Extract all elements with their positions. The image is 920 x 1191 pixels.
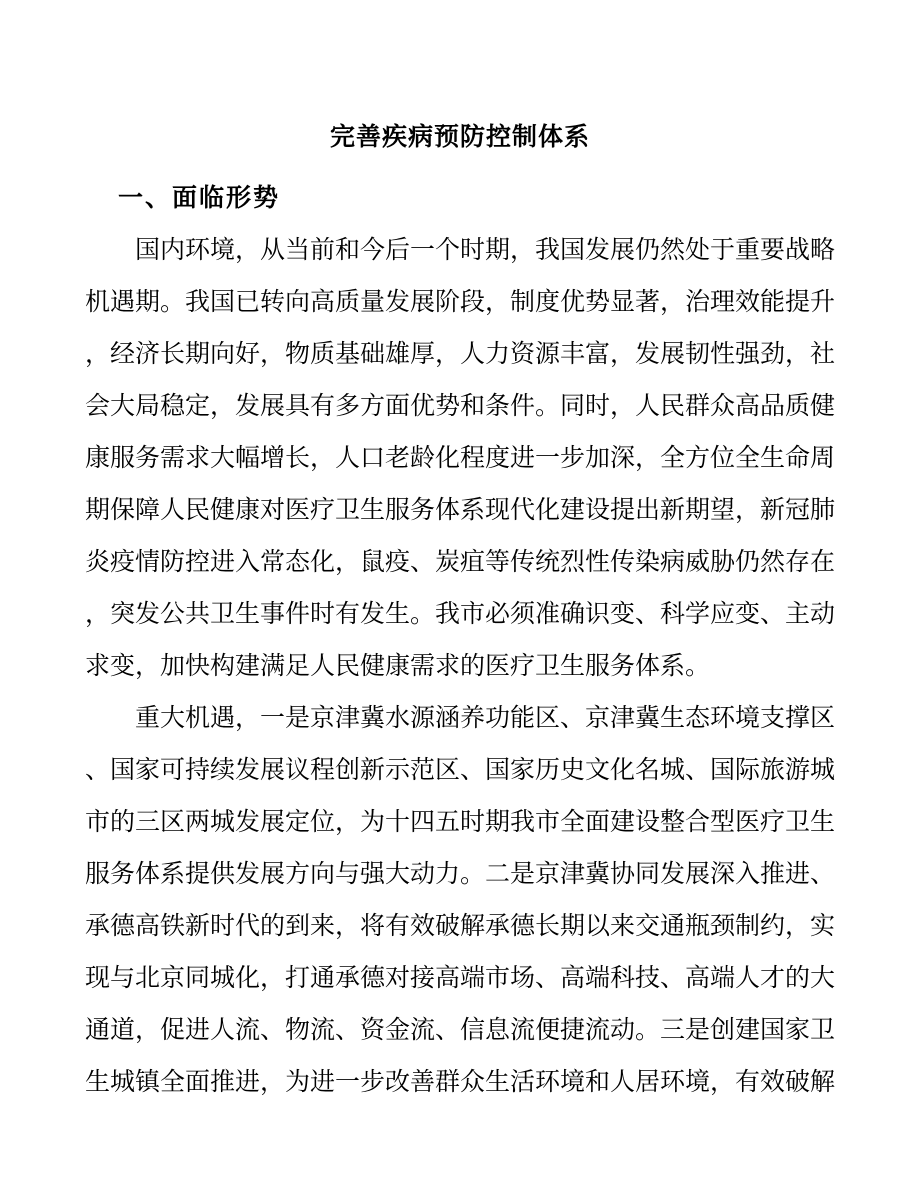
document-content — [85, 112, 835, 1109]
body-paragraph: 重大机遇，一是京津冀水源涵养功能区、京津冀生态环境支撑区、国家可持续发展议程创新示范区、国家历史文化名城、国际旅游城市的三区两城发展定位，为十四五时期我市全面建设整合型医疗卫生服务体系提供发展方向与强大动力。二是京津冀协同发展深入推进、承德高铁新时代的到来，将有效破解承德长期以来交通瓶颈制约，实现与北京同城化，打通承德对接高端市场、高端科技、高端人才的大通道，促进人流、物流、资金流、信息流便捷流动。三是创建国家卫生城镇全面推进，为进一步改善群众生活环境和人居环境，有效破解 — [85, 705, 836, 1096]
body-paragraph: 国内环境，从当前和今后一个时期，我国发展仍然处于重要战略机遇期。我国已转向高质量发展阶段，制度优势显著，治理效能提升，经济长期向好，物质基础雄厚，人力资源丰富，发展韧性强劲，社会大局稳定，发展具有多方面优势和条件。同时，人民群众高品质健康服务需求大幅增长，人口老龄化程度进一步加深，全方位全生命周期保障人民健康对医疗卫生服务体系现代化建设提出新期望，新冠肺炎疫情防控进入常态化，鼠疫、炭疽等传统烈性传染病威胁仍然存在，突发公共卫生事件时有发生。我市必须准确识变、科学应变、主动求变，加快构建满足人民健康需求的医疗卫生服务体系。 — [85, 237, 836, 680]
document-title: 完善疾病预防控制体系 — [329, 124, 590, 151]
section-heading: 一、面临形势 — [118, 185, 281, 212]
